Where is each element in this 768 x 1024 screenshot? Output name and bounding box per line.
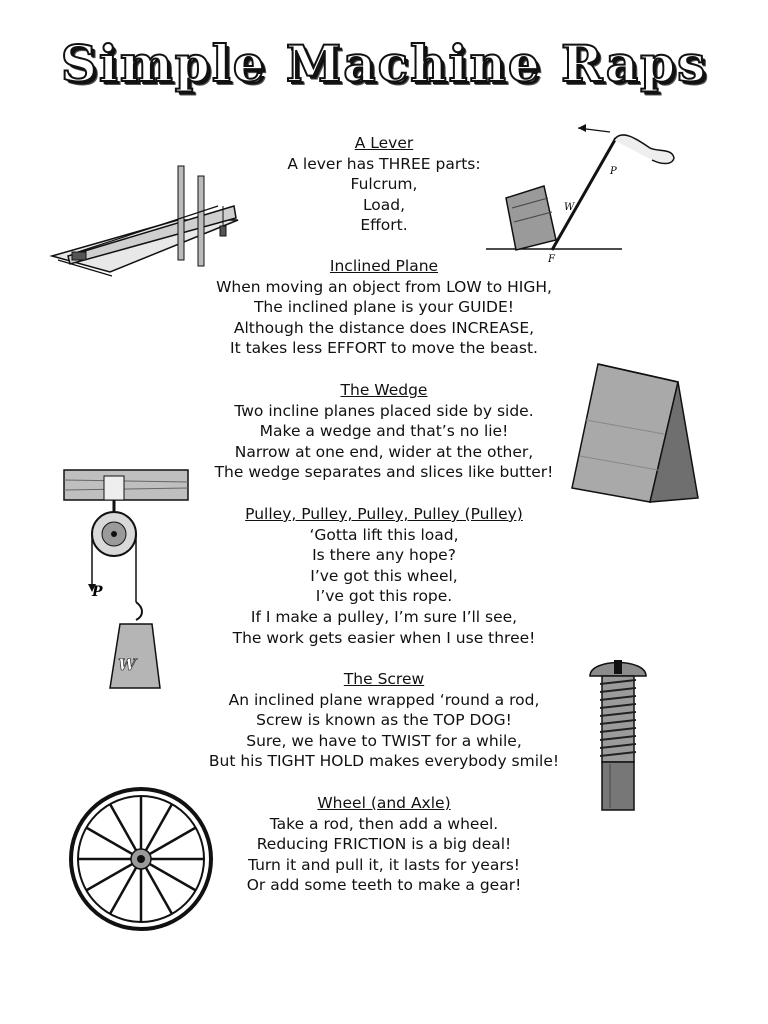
- verse-line: The wedge separates and slices like butter!: [214, 463, 554, 482]
- verse-line: When moving an object from LOW to HIGH,: [216, 277, 552, 296]
- verse-line: I’ve got this wheel,: [310, 566, 458, 585]
- section-pulley: [184, 504, 584, 648]
- verse-line: I’ve got this rope.: [315, 587, 453, 606]
- verse-line: The inclined plane is your GUIDE!: [253, 298, 515, 317]
- verse-line: The work gets easier when I use three!: [232, 628, 536, 647]
- wheel-illustration: [68, 786, 214, 932]
- section-heading: A Lever: [354, 134, 414, 152]
- section-wedge: [184, 380, 584, 483]
- screw-illustration: [586, 654, 650, 814]
- verse-line: An inclined plane wrapped ‘round a rod,: [228, 690, 540, 709]
- page-title: Simple Machine Raps: [60, 34, 708, 93]
- wedge-illustration: [566, 360, 702, 510]
- verse-line: Fulcrum,: [350, 175, 418, 194]
- lever-label-f: F: [548, 254, 555, 263]
- verse-line: Although the distance does INCREASE,: [233, 318, 535, 337]
- verse-line: Narrow at one end, wider at the other,: [234, 442, 534, 461]
- verse-line: But his TIGHT HOLD makes everybody smile!: [208, 752, 560, 771]
- section-heading: Pulley, Pulley, Pulley, Pulley (Pulley): [245, 505, 523, 523]
- section-heading: The Wedge: [340, 381, 428, 399]
- verse-line: Screw is known as the TOP DOG!: [256, 711, 512, 730]
- verse-line: Is there any hope?: [312, 546, 456, 565]
- verse-line: If I make a pulley, I’m sure I’ll see,: [250, 607, 518, 626]
- section-heading: Wheel (and Axle): [317, 794, 451, 812]
- verse-line: Reducing FRICTION is a big deal!: [256, 835, 512, 854]
- pulley-label-w: W: [118, 655, 136, 674]
- verse-line: Effort.: [360, 216, 408, 235]
- lever-label-p: P: [610, 166, 617, 177]
- section-inclined-plane: [184, 256, 584, 359]
- verse-line: Load,: [362, 195, 406, 214]
- verse-line: Or add some teeth to make a gear!: [246, 876, 522, 895]
- verse-line: Make a wedge and that’s no lie!: [259, 422, 509, 441]
- verse-line: Turn it and pull it, it lasts for years!: [247, 855, 520, 874]
- verse-line: Take a rod, then add a wheel.: [269, 814, 499, 833]
- verse-line: It takes less EFFORT to move the beast.: [230, 339, 538, 358]
- pulley-label-p: P: [92, 584, 103, 600]
- lever-label-w: W: [564, 202, 575, 213]
- section-screw: [184, 669, 584, 772]
- lever-illustration: [482, 118, 692, 263]
- section-heading: Inclined Plane: [329, 257, 439, 275]
- verse-line: ‘Gotta lift this load,: [309, 525, 459, 544]
- verse-line: Two incline planes placed side by side.: [234, 401, 534, 420]
- verse-line: A lever has THREE parts:: [287, 154, 481, 173]
- pulley-illustration: [62, 462, 192, 694]
- inclined-plane-illustration: [48, 160, 243, 280]
- section-wheel-axle: [184, 793, 584, 896]
- section-heading: The Screw: [343, 670, 425, 688]
- verse-line: Sure, we have to TWIST for a while,: [246, 731, 522, 750]
